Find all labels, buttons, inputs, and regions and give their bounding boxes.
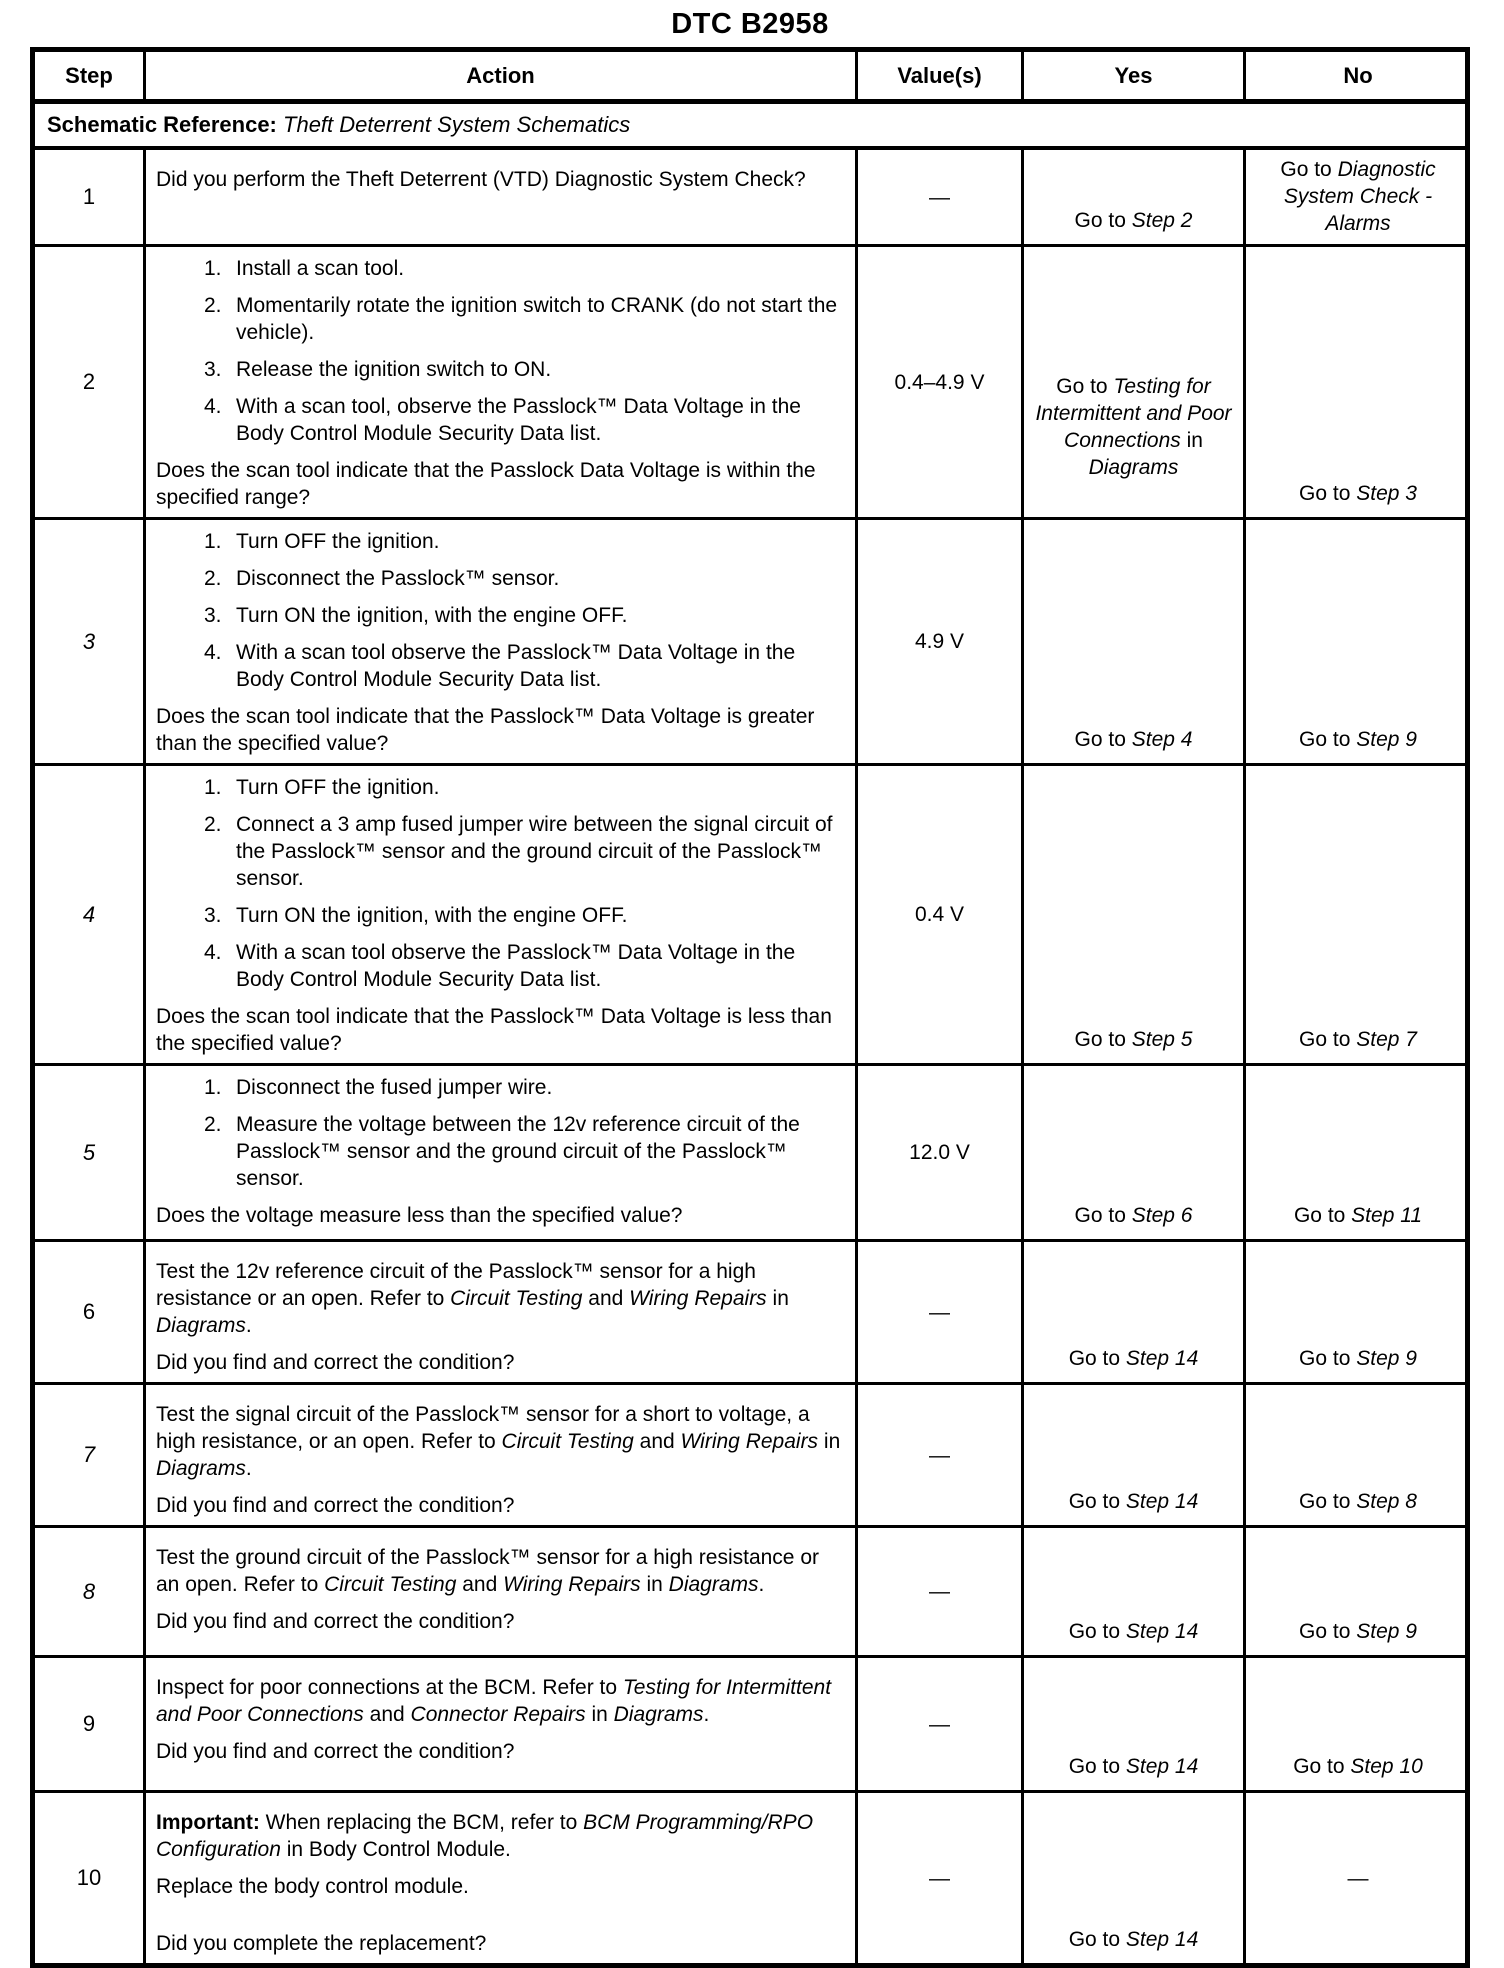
header-yes: Yes: [1021, 52, 1243, 99]
text-segment: Step 14: [1125, 1490, 1199, 1513]
schematic-reference-label: Schematic Reference:: [47, 112, 277, 137]
text-segment: .: [703, 1703, 710, 1726]
text-segment: Test the signal circuit of the Passlock™ sensor for a short to voltage, a high resistance, or an open. Refer to: [156, 1403, 810, 1453]
action-list-item: [156, 393, 847, 447]
text-segment: Does the voltage measure less than the specified value?: [156, 1204, 683, 1227]
no-cell: [1243, 150, 1470, 244]
list-item-number: 1.: [204, 776, 222, 799]
value-cell: —: [855, 150, 1021, 244]
value-cell: 0.4–4.9 V: [855, 247, 1021, 517]
yes-cell: [1021, 1793, 1243, 1963]
text-segment: .: [758, 1573, 765, 1596]
text-segment: Turn OFF the ignition.: [236, 776, 440, 799]
yes-cell: [1021, 1528, 1243, 1655]
goto-text: [1294, 1202, 1422, 1229]
list-item-text: [236, 292, 847, 346]
text-segment: Install a scan tool.: [236, 257, 405, 280]
action-list-item: [156, 602, 847, 629]
goto-text: [1069, 1926, 1199, 1953]
text-segment: Testing for Intermittent and Poor Connections: [156, 1676, 832, 1726]
text-segment: in: [766, 1287, 789, 1310]
text-segment: in: [640, 1573, 669, 1596]
goto-text: [1069, 1488, 1199, 1515]
text-segment: Go to: [1299, 728, 1357, 751]
schematic-reference-cell: [35, 104, 1465, 146]
no-cell: [1243, 1385, 1470, 1525]
header-step: Step: [65, 62, 113, 88]
yes-cell: [1021, 1242, 1243, 1382]
list-item-number: 3.: [204, 604, 222, 627]
text-segment: Step 3: [1356, 482, 1417, 505]
text-segment: —: [1347, 1866, 1369, 1890]
table-row: [35, 1655, 1465, 1790]
yes-cell: [1021, 520, 1243, 763]
action-paragraph: [156, 1738, 847, 1765]
step-cell: 4: [82, 901, 96, 927]
text-segment: Circuit Testing: [501, 1430, 634, 1453]
goto-text: [1254, 156, 1462, 237]
text-segment: .: [245, 1314, 252, 1337]
text-segment: Step 14: [1125, 1755, 1199, 1778]
text-segment: Does the scan tool indicate that the Passlock Data Voltage is within the specified range?: [156, 459, 816, 509]
text-segment: Turn ON the ignition, with the engine OFF.: [236, 904, 628, 927]
text-segment: Step 9: [1356, 1620, 1417, 1643]
action-list-item: [156, 811, 847, 892]
step-cell: 10: [76, 1865, 102, 1890]
text-segment: Go to: [1068, 1755, 1126, 1778]
value-cell: 12.0 V: [855, 1066, 1021, 1239]
text-segment: .: [245, 1457, 252, 1480]
text-segment: Go to: [1074, 1204, 1132, 1227]
text-segment: Diagrams: [1088, 456, 1179, 479]
value-cell: —: [855, 1242, 1021, 1382]
text-segment: Go to: [1068, 1928, 1126, 1951]
action-list-item: [156, 528, 847, 555]
text-segment: Measure the voltage between the 12v reference circuit of the Passlock™ sensor and the ground circuit of the Passlock™ sensor.: [236, 1113, 800, 1190]
goto-text: [1075, 726, 1193, 753]
step-cell: 7: [82, 1442, 96, 1467]
step-cell: 1: [82, 184, 96, 209]
text-segment: Go to: [1299, 1490, 1357, 1513]
text-segment: Go to: [1074, 209, 1132, 232]
list-item-text: [236, 774, 847, 801]
text-segment: Go to: [1056, 375, 1114, 398]
goto-text: [1299, 1618, 1417, 1645]
value-cell: —: [855, 1793, 1021, 1963]
goto-text: [1069, 1618, 1199, 1645]
action-paragraph: [156, 703, 847, 757]
list-item-text: [236, 1074, 847, 1101]
action-paragraph: [156, 1674, 847, 1728]
action-paragraph: [156, 1930, 847, 1957]
text-segment: Wiring Repairs: [680, 1430, 819, 1453]
action-cell: [143, 1528, 855, 1655]
text-segment: Go to: [1074, 728, 1132, 751]
text-segment: Go to: [1293, 1204, 1352, 1227]
goto-text: [1299, 1026, 1417, 1053]
text-segment: and: [633, 1430, 681, 1453]
text-segment: Go to: [1293, 1755, 1351, 1778]
text-segment: Go to: [1068, 1620, 1126, 1643]
no-cell: [1243, 1528, 1470, 1655]
no-cell: [1243, 1658, 1470, 1790]
step-cell: 9: [82, 1711, 96, 1736]
text-segment: Connect a 3 amp fused jumper wire between the signal circuit of the Passlock™ sensor and the ground circuit of the Passlock™ sensor.: [236, 813, 833, 890]
text-segment: Did you find and correct the condition?: [156, 1351, 515, 1374]
action-cell: [143, 150, 855, 244]
action-list-item: [156, 774, 847, 801]
text-segment: and: [363, 1703, 411, 1726]
header-no: No: [1243, 52, 1470, 99]
list-item-number: 4.: [204, 941, 222, 964]
text-segment: Replace the body control module.: [156, 1875, 469, 1898]
text-segment: Step 9: [1356, 728, 1417, 751]
goto-text: [1299, 726, 1417, 753]
value-cell: —: [855, 1658, 1021, 1790]
action-cell: [143, 520, 855, 763]
step-cell: 3: [82, 628, 96, 654]
text-segment: Turn ON the ignition, with the engine OFF.: [236, 604, 628, 627]
text-segment: Release the ignition switch to ON.: [236, 358, 552, 381]
goto-text: [1299, 480, 1417, 507]
table-row: [35, 244, 1465, 517]
text-segment: BCM Programming/RPO Configuration: [156, 1811, 814, 1861]
text-segment: Inspect for poor connections at the BCM. Refer to: [156, 1676, 623, 1699]
yes-cell: [1021, 766, 1243, 1063]
text-segment: and: [582, 1287, 630, 1310]
text-segment: Go to: [1074, 1028, 1132, 1051]
action-list-item: [156, 1074, 847, 1101]
list-item-text: [236, 565, 847, 592]
text-segment: Go to: [1068, 1347, 1126, 1370]
yes-cell: [1021, 1066, 1243, 1239]
text-segment: Step 8: [1356, 1490, 1417, 1513]
action-list-item: [156, 939, 847, 993]
action-paragraph: [156, 1544, 847, 1598]
step-cell: 8: [82, 1578, 96, 1604]
action-cell: [143, 1242, 855, 1382]
value-cell: —: [855, 1528, 1021, 1655]
text-segment: Connector Repairs: [410, 1703, 586, 1726]
goto-text: [1069, 1345, 1199, 1372]
text-segment: Circuit Testing: [324, 1573, 457, 1596]
list-item-number: 4.: [204, 395, 222, 418]
action-paragraph: [156, 1608, 847, 1635]
header-action: Action: [143, 52, 855, 99]
text-segment: Does the scan tool indicate that the Passlock™ Data Voltage is less than the specified value?: [156, 1005, 832, 1055]
list-item-number: 1.: [204, 257, 222, 280]
action-paragraph: [156, 1873, 847, 1900]
list-item-number: 1.: [204, 1076, 222, 1099]
no-cell: [1243, 1066, 1470, 1239]
text-segment: Go to: [1299, 1028, 1357, 1051]
text-segment: in: [585, 1703, 614, 1726]
schematic-reference-value: Theft Deterrent System Schematics: [283, 112, 631, 137]
text-segment: Wiring Repairs: [503, 1573, 641, 1596]
text-segment: in Body Control Module.: [280, 1838, 511, 1861]
dtc-table: [30, 47, 1470, 1968]
text-segment: Test the ground circuit of the Passlock™ sensor for a high resistance or an open. Refer to: [156, 1546, 819, 1596]
text-segment: With a scan tool, observe the Passlock™ Data Voltage in the Body Control Module Security Data list.: [236, 395, 801, 445]
goto-text: [1032, 373, 1235, 481]
text-segment: Step 6: [1131, 1204, 1193, 1227]
text-segment: Did you perform the Theft Deterrent (VTD) Diagnostic System Check?: [156, 168, 806, 191]
list-item-number: 3.: [204, 904, 222, 927]
no-cell: [1243, 520, 1470, 763]
list-item-number: 3.: [204, 358, 222, 381]
yes-cell: [1021, 1385, 1243, 1525]
action-paragraph: [156, 1492, 847, 1519]
list-item-text: [236, 639, 847, 693]
text-segment: Step 10: [1350, 1755, 1423, 1778]
action-list-item: [156, 255, 847, 282]
text-segment: Go to: [1299, 1620, 1357, 1643]
list-item-text: [236, 939, 847, 993]
yes-cell: [1021, 1658, 1243, 1790]
text-segment: Did you complete the replacement?: [156, 1932, 487, 1955]
text-segment: Testing for Intermittent and Poor Connections: [1035, 375, 1232, 452]
action-paragraph: [156, 1258, 847, 1339]
text-segment: Circuit Testing: [450, 1287, 583, 1310]
list-item-number: 2.: [204, 1113, 222, 1136]
action-cell: [143, 1793, 855, 1963]
text-segment: in: [1180, 429, 1203, 452]
action-paragraph: [156, 166, 847, 193]
list-item-text: [236, 602, 847, 629]
list-item-number: 1.: [204, 530, 222, 553]
goto-text: [1075, 1202, 1193, 1229]
action-cell: [143, 1385, 855, 1525]
table-row: [35, 1063, 1465, 1239]
text-segment: Go to: [1068, 1490, 1126, 1513]
goto-text: [1299, 1488, 1417, 1515]
list-item-text: [236, 393, 847, 447]
no-cell: [1243, 1242, 1470, 1382]
action-list-item: [156, 1111, 847, 1192]
action-cell: [143, 766, 855, 1063]
text-segment: Step 7: [1356, 1028, 1417, 1051]
text-segment: With a scan tool observe the Passlock™ Data Voltage in the Body Control Module Security Data list.: [236, 641, 796, 691]
action-cell: [143, 1658, 855, 1790]
value-cell: 0.4 V: [855, 766, 1021, 1063]
text-segment: Step 5: [1131, 1028, 1193, 1051]
list-item-text: [236, 1111, 847, 1192]
table-body: [35, 146, 1465, 1963]
text-segment: in: [818, 1430, 841, 1453]
no-cell: [1243, 766, 1470, 1063]
list-item-number: 2.: [204, 813, 222, 836]
step-cell: 5: [82, 1139, 96, 1165]
list-item-number: 2.: [204, 294, 222, 317]
no-cell: [1243, 1793, 1470, 1963]
text-segment: Go to: [1299, 1347, 1357, 1370]
text-segment: Diagrams: [156, 1314, 246, 1337]
action-list-item: [156, 356, 847, 383]
text-segment: Disconnect the Passlock™ sensor.: [236, 567, 560, 590]
action-paragraph: [156, 1401, 847, 1482]
table-row: [35, 1790, 1465, 1963]
action-paragraph: [156, 1003, 847, 1057]
action-cell: [143, 1066, 855, 1239]
action-paragraph: [156, 1809, 847, 1863]
text-segment: Does the scan tool indicate that the Passlock™ Data Voltage is greater than the specified value?: [156, 705, 815, 755]
value-cell: 4.9 V: [855, 520, 1021, 763]
table-row: [35, 1525, 1465, 1655]
no-cell: [1243, 247, 1470, 517]
action-list-item: [156, 565, 847, 592]
text-segment: Go to: [1280, 158, 1338, 181]
text-segment: Did you find and correct the condition?: [156, 1610, 515, 1633]
value-cell: —: [855, 1385, 1021, 1525]
text-segment: Diagnostic System Check - Alarms: [1283, 158, 1436, 235]
goto-text: [1299, 1345, 1417, 1372]
action-cell: [143, 247, 855, 517]
step-cell: 6: [82, 1299, 96, 1324]
text-segment: Step 2: [1131, 209, 1193, 232]
text-segment: Did you find and correct the condition?: [156, 1494, 515, 1517]
text-segment: Momentarily rotate the ignition switch to CRANK (do not start the vehicle).: [236, 294, 838, 344]
table-header-row: [35, 52, 1465, 99]
goto-text: [1075, 207, 1193, 234]
text-segment: Test the 12v reference circuit of the Passlock™ sensor for a high resistance or an open. Refer to: [156, 1260, 756, 1310]
yes-cell: [1021, 247, 1243, 517]
text-segment: Step 4: [1131, 728, 1193, 751]
action-paragraph: [156, 1349, 847, 1376]
action-list-item: [156, 639, 847, 693]
header-values: Value(s): [855, 52, 1021, 99]
table-row: [35, 1382, 1465, 1525]
text-segment: Wiring Repairs: [629, 1287, 767, 1310]
action-paragraph: [156, 457, 847, 511]
text-segment: With a scan tool observe the Passlock™ Data Voltage in the Body Control Module Security Data list.: [236, 941, 796, 991]
text-segment: Turn OFF the ignition.: [236, 530, 440, 553]
yes-cell: [1021, 150, 1243, 244]
goto-text: [1293, 1753, 1423, 1780]
text-segment: Step 14: [1125, 1620, 1199, 1643]
text-segment: and: [456, 1573, 504, 1596]
action-paragraph: [156, 1202, 847, 1229]
text-segment: Diagrams: [613, 1703, 704, 1726]
step-cell: 2: [82, 369, 96, 394]
schematic-reference-row: [35, 99, 1465, 146]
list-item-text: [236, 255, 847, 282]
list-item-text: [236, 528, 847, 555]
text-segment: Go to: [1299, 482, 1357, 505]
table-row: [35, 146, 1465, 244]
text-segment: Important:: [156, 1811, 260, 1834]
list-item-number: 2.: [204, 567, 222, 590]
text-segment: Disconnect the fused jumper wire.: [236, 1076, 553, 1099]
action-list-item: [156, 292, 847, 346]
text-segment: Step 9: [1356, 1347, 1417, 1370]
page-title: DTC B2958: [671, 8, 829, 40]
text-segment: When replacing the BCM, refer to: [259, 1811, 584, 1834]
goto-text: [1075, 1026, 1193, 1053]
text-segment: Step 14: [1125, 1928, 1199, 1951]
list-item-text: [236, 902, 847, 929]
goto-text: [1069, 1753, 1199, 1780]
table-row: [35, 517, 1465, 763]
list-item-text: [236, 811, 847, 892]
text-segment: Step 14: [1125, 1347, 1199, 1370]
list-item-text: [236, 356, 847, 383]
text-segment: Diagrams: [156, 1457, 246, 1480]
table-row: [35, 1239, 1465, 1382]
text-segment: Diagrams: [668, 1573, 759, 1596]
table-row: [35, 763, 1465, 1063]
action-list-item: [156, 902, 847, 929]
text-segment: Did you find and correct the condition?: [156, 1740, 515, 1763]
text-segment: Step 11: [1351, 1204, 1423, 1227]
goto-text: [1348, 1865, 1369, 1892]
list-item-number: 4.: [204, 641, 222, 664]
